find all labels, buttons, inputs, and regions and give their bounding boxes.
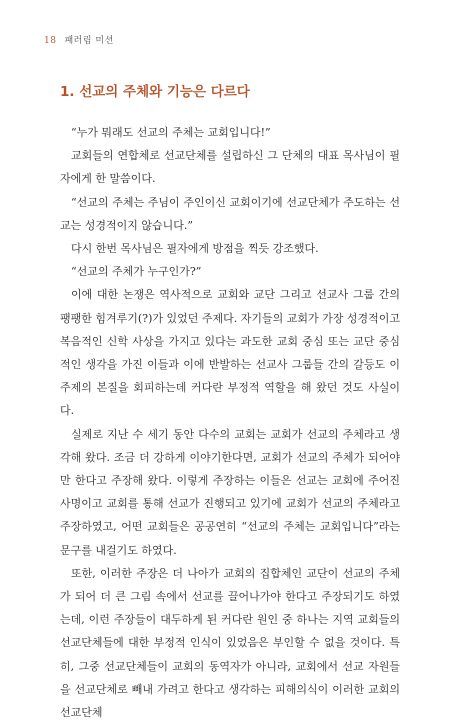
section-title: 1. 선교의 주체와 기능은 다르다 <box>60 84 250 100</box>
body-text <box>60 121 400 724</box>
running-head <box>44 33 114 46</box>
paragraph: 교회들의 연합체로 선교단체를 설립하신 그 단체의 대표 목사님이 필자에게 한 말씀이다. <box>60 149 400 186</box>
paragraph: 실제로 지난 수 세기 동안 다수의 교회는 교회가 선교의 주체라고 생각해 왔다. 조금 더 강하게 이야기한다면, 교회가 선교의 주체가 되어야만 한다고 주장해 왔다. 이렇게 주장하는 이들은 선교는 교회에 주어진 사명이고 교회를 통해 선교가 진행되고 있기에 교회가 선교의 주체라고 주장하였고, 어떤 교회들은 공공연히 “선교의 주체는 교회입니다”라는 문구를 내걸기도 하였다. <box>60 427 400 557</box>
paragraph: 다시 한번 목사님은 필자에게 방점을 찍듯 강조했다. <box>71 242 319 256</box>
paragraph: “선교의 주체가 누구인가?” <box>71 265 202 279</box>
paragraph: “누가 뭐래도 선교의 주체는 교회입니다!” <box>71 126 271 139</box>
paragraph: “선교의 주체는 주님이 주인이신 교회이기에 선교단체가 주도하는 선교는 성경적이지 않습니다.” <box>60 195 400 232</box>
book-title: 패러림 미션 <box>64 36 114 46</box>
page-number: 18 <box>44 36 57 46</box>
paragraph: 이에 대한 논쟁은 역사적으로 교회와 교단 그리고 선교사 그룹 간의 팽팽한 힘겨루기(?)가 있었던 주제다. 자기들의 교회가 가장 성경적이고 복음적인 신학 사상을 가지고 있다는 과도한 교회 중심 또는 교단 중심적인 생각을 가진 이들과 이에 반발하는 선교사 그룹들 간의 갈등도 이 주제의 본질을 회피하는데 커다란 부정적 역할을 해 왔던 것도 사실이다. <box>60 288 400 418</box>
paragraph: 또한, 이러한 주장은 더 나아가 교회의 집합체인 교단이 선교의 주체가 되어 더 큰 그림 속에서 선교를 끌어나가야 한다고 주장되기도 하였는데, 이런 주장들이 대두하게 된 커다란 원인 중 하나는 지역 교회들의 선교단체들에 대한 부정적 인식이 있었음은 부인할 수 없을 것이다. 특히, 그중 선교단체들이 교회의 동역자가 아니라, 교회에서 선교 자원들을 선교단체로 빼내 가려고 한다고 생각하는 피해의식이 이러한 교회의 선교단체 <box>60 566 400 720</box>
